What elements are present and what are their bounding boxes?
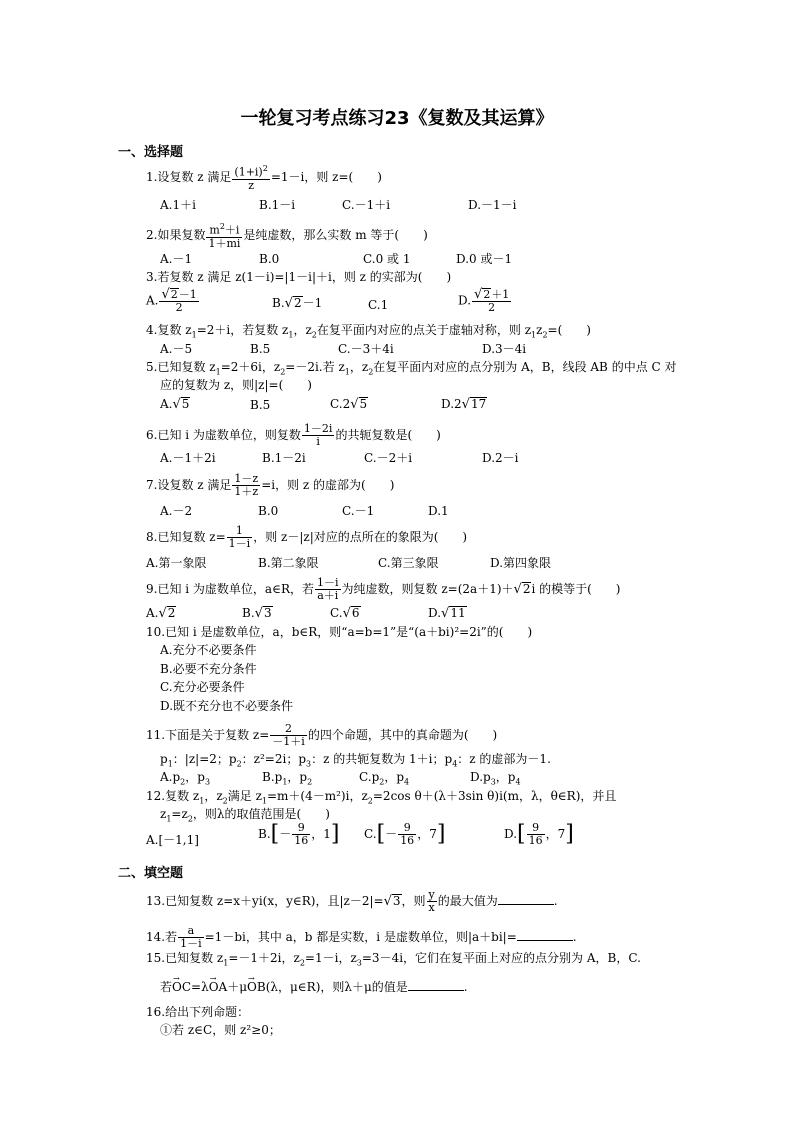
question-5: 5.已知复数 $z_1=2+6i$，$z_2=-2i$.若 $z_1$，$z_2$在复平面内对应的点分别为 A，B，线段 AB 的中点 C 对 <box>146 360 677 377</box>
option-a: A.充分不必要条件 <box>160 643 257 657</box>
option-a: A.－2 <box>160 504 193 518</box>
section-fill-heading: 二、填空题 <box>118 866 184 881</box>
option-b: B.√3 <box>242 606 272 621</box>
option-c: $C.p_2$，$p_4$ <box>359 770 410 787</box>
option-c: C.－1＋i <box>342 198 391 212</box>
option-b: B.5 <box>250 398 271 412</box>
question-15: 15.已知复数 $z_1=-1+2i$，$z_2=1-i$，$z_3=3-4i$，它们在复平面上对应的点分别为 A，B，C. <box>146 951 641 968</box>
option-b: B.0 <box>258 504 279 518</box>
option-b: $B.p_1$，$p_2$ <box>262 770 313 787</box>
option-d: D.1 <box>428 504 449 518</box>
question-11: 11.下面是关于复数 z= $\frac{2}{-1+i}$ 的四个命题，其中的真命题为( ) <box>146 722 498 748</box>
page-title: 一轮复习考点练习23《复数及其运算》 <box>240 108 554 129</box>
question-11-propositions: $p_1$：|z|=2；$p_2$：z²=2i；$p_3$：z 的共轭复数为 1＋i；$p_4$：z 的虚部为－1. <box>160 752 551 769</box>
question-7: 7.设复数 z 满足 $\frac{1-z}{1+z}$ =i，则 z 的虚部为( ) <box>146 472 395 498</box>
option-d: D. $\frac{√2+1}{2}$ <box>458 287 510 314</box>
answer-blank[interactable] <box>498 893 554 905</box>
question-16: 16.给出下列命题： <box>146 1005 250 1019</box>
question-12-line2: $z_1=z_2$，则λ的取值范围是( ) <box>160 807 330 824</box>
question-5-line2: 应的复数为 z，则|z|=( ) <box>160 378 312 392</box>
fraction: $\frac{(1+i)^2}{z}$ <box>234 164 268 192</box>
option-d: D.√11 <box>428 606 466 621</box>
option-a: A.1＋i <box>160 198 196 212</box>
question-10: 10.已知 i 是虚数单位，a，b∈R，则“a=b=1”是“(a＋bi)²=2i”的( ) <box>146 625 533 639</box>
option-b: B.必要不充分条件 <box>160 662 257 676</box>
question-4: 4.复数 $z_1=2+i$，若复数 $z_1$，$z_2$在复平面内对应的点关于虚轴对称，则 $z_1z_2=$( ) <box>146 323 591 340</box>
option-d: D.[ $\frac{9}{16}$ ，7] <box>504 821 574 847</box>
option-d: D.－1－i <box>468 198 517 212</box>
question-1: 1.设复数 z 满足 $\frac{(1+i)^2}{z}$ =1－i，则 z=( ) <box>146 164 382 192</box>
option-c: C.－3＋4i <box>338 342 394 356</box>
option-c: C.0 或 1 <box>363 252 411 266</box>
question-15-line2: 若→ OC=λ→ OA＋μ→ OB(λ，μ∈R)，则λ＋μ的值是 . <box>160 979 468 994</box>
option-a: A.第一象限 <box>146 556 207 570</box>
question-9: 9.已知 i 为虚数单位，a∈R，若 $\frac{1-i}{a+i}$ 为纯虚数，则复数 z=(2a＋1)＋√2i 的模等于( ) <box>146 576 621 602</box>
option-a: A.[－1,1] <box>146 833 199 847</box>
option-a: A.－5 <box>160 342 193 356</box>
option-d: $D.p_3$，$p_4$ <box>470 770 521 787</box>
question-13: 13.已知复数 z=x＋yi(x，y∈R)，且|z－2|=√3，则 $\frac{y}{x}$ 的最大值为 . <box>146 888 558 914</box>
question-2: 2.如果复数 $\frac{m^2+i}{1+mi}$ 是纯虚数，那么实数 m 等于( ) <box>146 222 428 250</box>
option-c: C.√6 <box>330 606 360 621</box>
option-b: B.5 <box>250 342 271 356</box>
question-12: 12.复数 $z_1$，$z_2$满足 $z_1=m+(4-m^2)i$，$z_2=2\cos$ θ＋(λ＋3sin θ)i(m，λ，θ∈R)，并且 <box>146 789 617 806</box>
answer-blank[interactable] <box>517 929 573 941</box>
option-c: C.充分必要条件 <box>160 680 245 694</box>
fraction: $\frac{m^2+i}{1+mi}$ <box>208 222 241 250</box>
question-3: 3.若复数 z 满足 z(1－i)=|1－i|＋i，则 z 的实部为( ) <box>146 270 452 284</box>
answer-blank[interactable] <box>408 979 464 991</box>
option-d: D.既不充分也不必要条件 <box>160 699 294 713</box>
option-c: C.－2＋i <box>364 451 413 465</box>
question-16-item1: ①若 z∈C，则 z²≥0； <box>160 1023 281 1037</box>
option-a: $A.p_2$，$p_3$ <box>160 770 211 787</box>
option-a: A.√5 <box>160 397 190 412</box>
option-d: D.0 或－1 <box>456 252 513 266</box>
option-d: D.第四象限 <box>490 556 552 570</box>
option-c: C.2√5 <box>330 397 368 412</box>
option-d: D.2√17 <box>441 397 487 412</box>
option-d: D.3－4i <box>482 342 527 356</box>
option-a: A. $\frac{√2-1}{2}$ <box>146 287 197 314</box>
question-6: 6.已知 i 为虚数单位，则复数 $\frac{1-2i}{i}$ 的共轭复数是( ) <box>146 422 441 448</box>
option-a: A.－1 <box>160 252 193 266</box>
section-choice-heading: 一、选择题 <box>118 145 184 160</box>
option-b: B.第二象限 <box>258 556 319 570</box>
option-b: B.√2－1 <box>272 296 323 311</box>
question-14: 14.若 $\frac{a}{1-i}$ =1－bi，其中 a，b 都是实数，i 是虚数单位，则|a＋bi|= . <box>146 924 577 950</box>
option-c: C.1 <box>368 298 389 312</box>
option-a: A.－1＋2i <box>160 451 216 465</box>
option-c: C.[－ $\frac{9}{16}$ ，7] <box>364 821 446 847</box>
option-b: B.0 <box>259 252 280 266</box>
option-b: B.[－ $\frac{9}{16}$ ，1] <box>258 821 340 847</box>
question-8: 8.已知复数 z= $\frac{1}{1-i}$ ，则 z－|z|对应的点所在的象限为( ) <box>146 524 468 550</box>
option-b: B.1－2i <box>262 451 306 465</box>
option-c: C.第三象限 <box>378 556 439 570</box>
option-d: D.2－i <box>482 451 519 465</box>
option-b: B.1－i <box>259 198 296 212</box>
option-a: A.√2 <box>146 606 176 621</box>
option-c: C.－1 <box>342 504 375 518</box>
